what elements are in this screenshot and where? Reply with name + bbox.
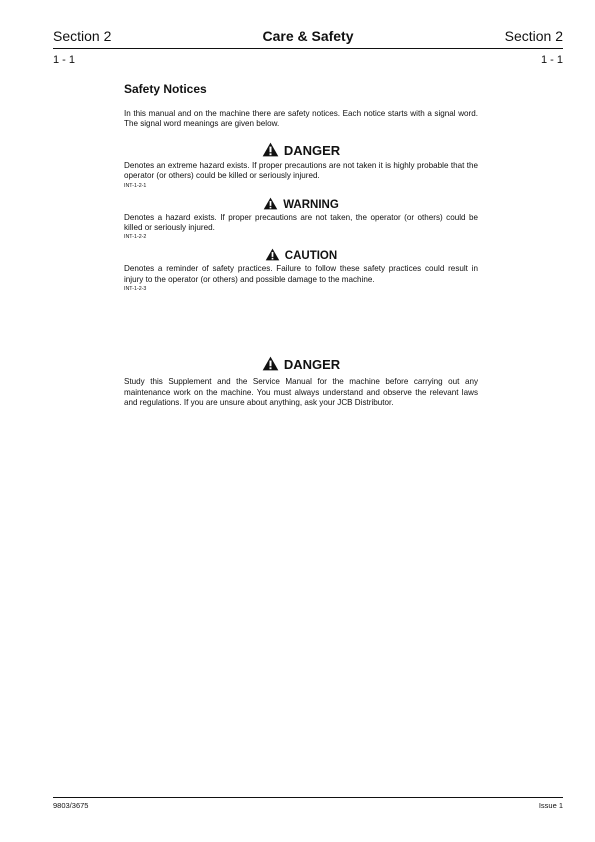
warning-triangle-icon <box>263 197 278 210</box>
notice-danger <box>124 142 478 189</box>
danger-box-text: Study this Supplement and the Service Manual for the machine before carrying out any maintenance work on the machine. You must always understand and observe the relevant laws and regulations. If you are unsure about anything, ask your JCB Distributor. <box>124 377 478 408</box>
signal-heading <box>124 356 478 372</box>
notice-code: INT-1-2-3 <box>124 286 147 293</box>
notice-text: Denotes an extreme hazard exists. If proper precautions are not taken it is highly probable that the operator (or others) could be killed or seriously injured. <box>124 160 478 181</box>
notice-code: INT-1-2-1 <box>124 182 147 189</box>
header-section-right: Section 2 <box>504 28 563 44</box>
danger-notice-box <box>124 356 478 408</box>
notice-text: Denotes a reminder of safety practices. Failure to follow these safety practices could result in injury to the operator (or others) and possible damage to the machine. <box>124 264 478 284</box>
signal-heading <box>124 248 478 262</box>
notice-code: INT-1-2-2 <box>124 234 147 241</box>
warning-triangle-icon <box>262 142 279 157</box>
page-number-right: 1 - 1 <box>540 54 563 66</box>
page-header <box>53 28 563 48</box>
header-section-left: Section 2 <box>53 28 112 44</box>
header-rule <box>53 48 563 49</box>
signal-heading <box>124 142 478 158</box>
issue-number: Issue 1 <box>538 801 563 810</box>
signal-word: CAUTION <box>284 250 338 263</box>
signal-word: DANGER <box>283 357 341 373</box>
footer-rule <box>53 797 563 798</box>
signal-word: DANGER <box>283 142 341 158</box>
section-heading: Safety Notices <box>124 82 207 96</box>
header-title: Care & Safety <box>262 28 354 44</box>
notice-warning <box>124 197 478 241</box>
warning-triangle-icon <box>262 356 279 371</box>
intro-paragraph: In this manual and on the machine there are safety notices. Each notice starts with a signal word. The signal word meanings are given below. <box>124 109 478 129</box>
document-number: 9803/3675 <box>53 801 89 810</box>
notice-text: Denotes a hazard exists. If proper precautions are not taken, the operator (or others) could be killed or seriously injured. <box>124 212 478 233</box>
page-number-left: 1 - 1 <box>53 54 76 66</box>
signal-word: WARNING <box>283 198 339 211</box>
warning-triangle-icon <box>265 248 280 261</box>
notice-caution <box>124 248 478 292</box>
signal-heading <box>124 197 478 211</box>
main-content <box>124 82 478 408</box>
